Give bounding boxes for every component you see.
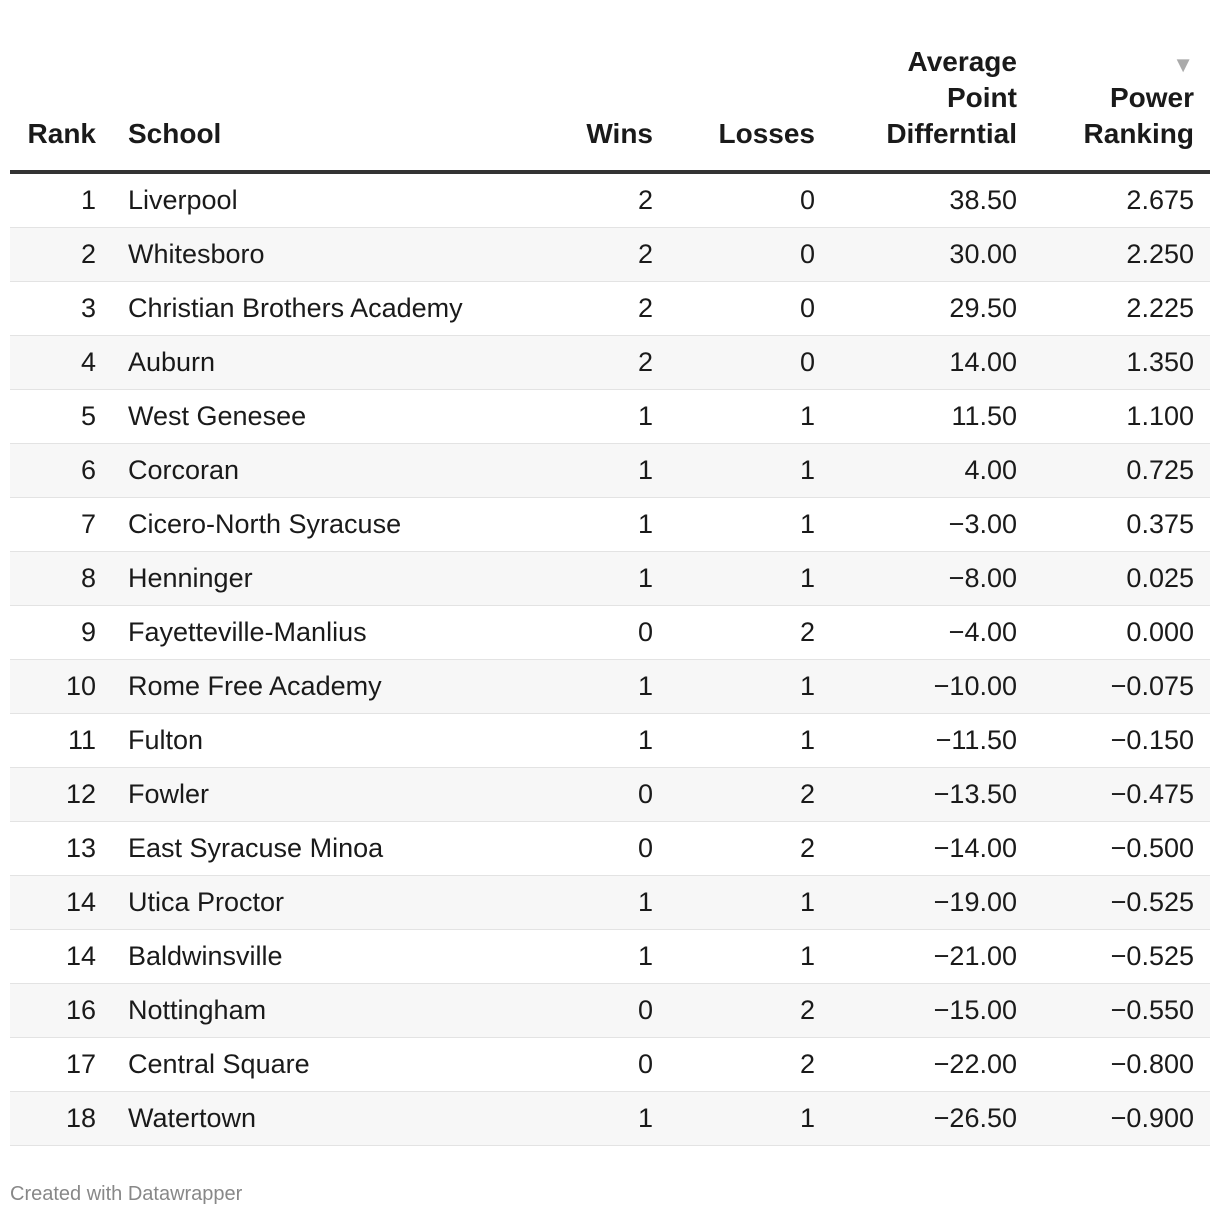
rank-cell: 16 [10, 984, 112, 1038]
losses-cell: 2 [669, 606, 831, 660]
school-cell: East Syracuse Minoa [112, 822, 512, 876]
losses-cell: 0 [669, 228, 831, 282]
power-ranking-cell: −0.475 [1033, 768, 1210, 822]
power-ranking-cell: −0.500 [1033, 822, 1210, 876]
power-ranking-cell: 0.000 [1033, 606, 1210, 660]
power-ranking-cell: 0.725 [1033, 444, 1210, 498]
header-losses[interactable]: Losses [669, 0, 831, 172]
table-row [10, 336, 1210, 390]
average-point-differential-cell: −11.50 [831, 714, 1033, 768]
average-point-differential-cell: 4.00 [831, 444, 1033, 498]
wins-cell: 0 [512, 984, 669, 1038]
losses-cell: 1 [669, 714, 831, 768]
table-row [10, 930, 1210, 984]
wins-cell: 1 [512, 876, 669, 930]
rank-cell: 10 [10, 660, 112, 714]
power-ranking-cell: 1.350 [1033, 336, 1210, 390]
power-ranking-cell: −0.550 [1033, 984, 1210, 1038]
wins-cell: 1 [512, 714, 669, 768]
table-body [10, 172, 1210, 1146]
rank-cell: 2 [10, 228, 112, 282]
losses-cell: 0 [669, 282, 831, 336]
average-point-differential-cell: −22.00 [831, 1038, 1033, 1092]
losses-cell: 2 [669, 768, 831, 822]
wins-cell: 1 [512, 930, 669, 984]
school-cell: Cicero-North Syracuse [112, 498, 512, 552]
table-row [10, 228, 1210, 282]
header-average-point-differential[interactable]: Average Point Differntial [831, 0, 1033, 172]
sort-descending-icon: ▼ [1172, 52, 1194, 77]
losses-cell: 1 [669, 930, 831, 984]
average-point-differential-cell: 38.50 [831, 172, 1033, 228]
wins-cell: 2 [512, 282, 669, 336]
power-ranking-cell: −0.075 [1033, 660, 1210, 714]
wins-cell: 2 [512, 172, 669, 228]
average-point-differential-cell: −3.00 [831, 498, 1033, 552]
school-cell: Watertown [112, 1092, 512, 1146]
rank-cell: 13 [10, 822, 112, 876]
table-row [10, 390, 1210, 444]
rank-cell: 1 [10, 172, 112, 228]
credit-text: Created with Datawrapper [10, 1183, 243, 1205]
school-cell: Liverpool [112, 172, 512, 228]
losses-cell: 2 [669, 1038, 831, 1092]
average-point-differential-cell: −19.00 [831, 876, 1033, 930]
losses-cell: 1 [669, 1092, 831, 1146]
school-cell: Baldwinsville [112, 930, 512, 984]
table-row [10, 498, 1210, 552]
wins-cell: 1 [512, 444, 669, 498]
wins-cell: 1 [512, 498, 669, 552]
school-cell: Corcoran [112, 444, 512, 498]
power-ranking-cell: −0.525 [1033, 876, 1210, 930]
school-cell: Utica Proctor [112, 876, 512, 930]
table-row [10, 1038, 1210, 1092]
losses-cell: 1 [669, 660, 831, 714]
header-wins[interactable]: Wins [512, 0, 669, 172]
school-cell: Auburn [112, 336, 512, 390]
power-ranking-cell: −0.150 [1033, 714, 1210, 768]
wins-cell: 2 [512, 336, 669, 390]
school-cell: Fayetteville-Manlius [112, 606, 512, 660]
average-point-differential-cell: 11.50 [831, 390, 1033, 444]
wins-cell: 0 [512, 1038, 669, 1092]
power-ranking-cell: 2.250 [1033, 228, 1210, 282]
average-point-differential-cell: −15.00 [831, 984, 1033, 1038]
table-row [10, 172, 1210, 228]
table-row [10, 444, 1210, 498]
wins-cell: 0 [512, 768, 669, 822]
power-ranking-table [10, 0, 1210, 1146]
average-point-differential-cell: −14.00 [831, 822, 1033, 876]
header-rank[interactable]: Rank [10, 0, 112, 172]
table-row [10, 606, 1210, 660]
header-power-ranking[interactable] [1033, 0, 1210, 172]
school-cell: Rome Free Academy [112, 660, 512, 714]
power-ranking-cell: 0.375 [1033, 498, 1210, 552]
power-ranking-cell: 0.025 [1033, 552, 1210, 606]
rank-cell: 4 [10, 336, 112, 390]
school-cell: Fowler [112, 768, 512, 822]
school-cell: Central Square [112, 1038, 512, 1092]
average-point-differential-cell: −21.00 [831, 930, 1033, 984]
rank-cell: 11 [10, 714, 112, 768]
school-cell: Nottingham [112, 984, 512, 1038]
school-cell: Fulton [112, 714, 512, 768]
rank-cell: 18 [10, 1092, 112, 1146]
rank-cell: 12 [10, 768, 112, 822]
losses-cell: 1 [669, 444, 831, 498]
table-row [10, 660, 1210, 714]
wins-cell: 1 [512, 552, 669, 606]
header-row [10, 0, 1210, 172]
rank-cell: 9 [10, 606, 112, 660]
rank-cell: 17 [10, 1038, 112, 1092]
power-ranking-cell: 2.225 [1033, 282, 1210, 336]
header-power-ranking-label: Power Ranking [1083, 82, 1194, 149]
wins-cell: 0 [512, 822, 669, 876]
wins-cell: 2 [512, 228, 669, 282]
power-ranking-cell: 1.100 [1033, 390, 1210, 444]
table-row [10, 552, 1210, 606]
average-point-differential-cell: −4.00 [831, 606, 1033, 660]
rank-cell: 5 [10, 390, 112, 444]
power-ranking-cell: −0.900 [1033, 1092, 1210, 1146]
school-cell: Henninger [112, 552, 512, 606]
school-cell: Christian Brothers Academy [112, 282, 512, 336]
losses-cell: 2 [669, 822, 831, 876]
rank-cell: 14 [10, 876, 112, 930]
rank-cell: 3 [10, 282, 112, 336]
header-school[interactable]: School [112, 0, 512, 172]
table-row [10, 1092, 1210, 1146]
average-point-differential-cell: −10.00 [831, 660, 1033, 714]
rank-cell: 14 [10, 930, 112, 984]
average-point-differential-cell: 14.00 [831, 336, 1033, 390]
power-ranking-cell: −0.525 [1033, 930, 1210, 984]
wins-cell: 1 [512, 1092, 669, 1146]
losses-cell: 0 [669, 336, 831, 390]
table-row [10, 822, 1210, 876]
table-container [10, 0, 1210, 1146]
losses-cell: 1 [669, 390, 831, 444]
power-ranking-cell: 2.675 [1033, 172, 1210, 228]
table-row [10, 282, 1210, 336]
average-point-differential-cell: −8.00 [831, 552, 1033, 606]
wins-cell: 1 [512, 390, 669, 444]
wins-cell: 1 [512, 660, 669, 714]
losses-cell: 0 [669, 172, 831, 228]
table-row [10, 714, 1210, 768]
power-ranking-cell: −0.800 [1033, 1038, 1210, 1092]
wins-cell: 0 [512, 606, 669, 660]
losses-cell: 1 [669, 498, 831, 552]
losses-cell: 1 [669, 876, 831, 930]
rank-cell: 7 [10, 498, 112, 552]
rank-cell: 8 [10, 552, 112, 606]
table-row [10, 984, 1210, 1038]
average-point-differential-cell: 30.00 [831, 228, 1033, 282]
losses-cell: 1 [669, 552, 831, 606]
school-cell: West Genesee [112, 390, 512, 444]
school-cell: Whitesboro [112, 228, 512, 282]
table-row [10, 768, 1210, 822]
average-point-differential-cell: −13.50 [831, 768, 1033, 822]
average-point-differential-cell: 29.50 [831, 282, 1033, 336]
average-point-differential-cell: −26.50 [831, 1092, 1033, 1146]
rank-cell: 6 [10, 444, 112, 498]
losses-cell: 2 [669, 984, 831, 1038]
table-row [10, 876, 1210, 930]
